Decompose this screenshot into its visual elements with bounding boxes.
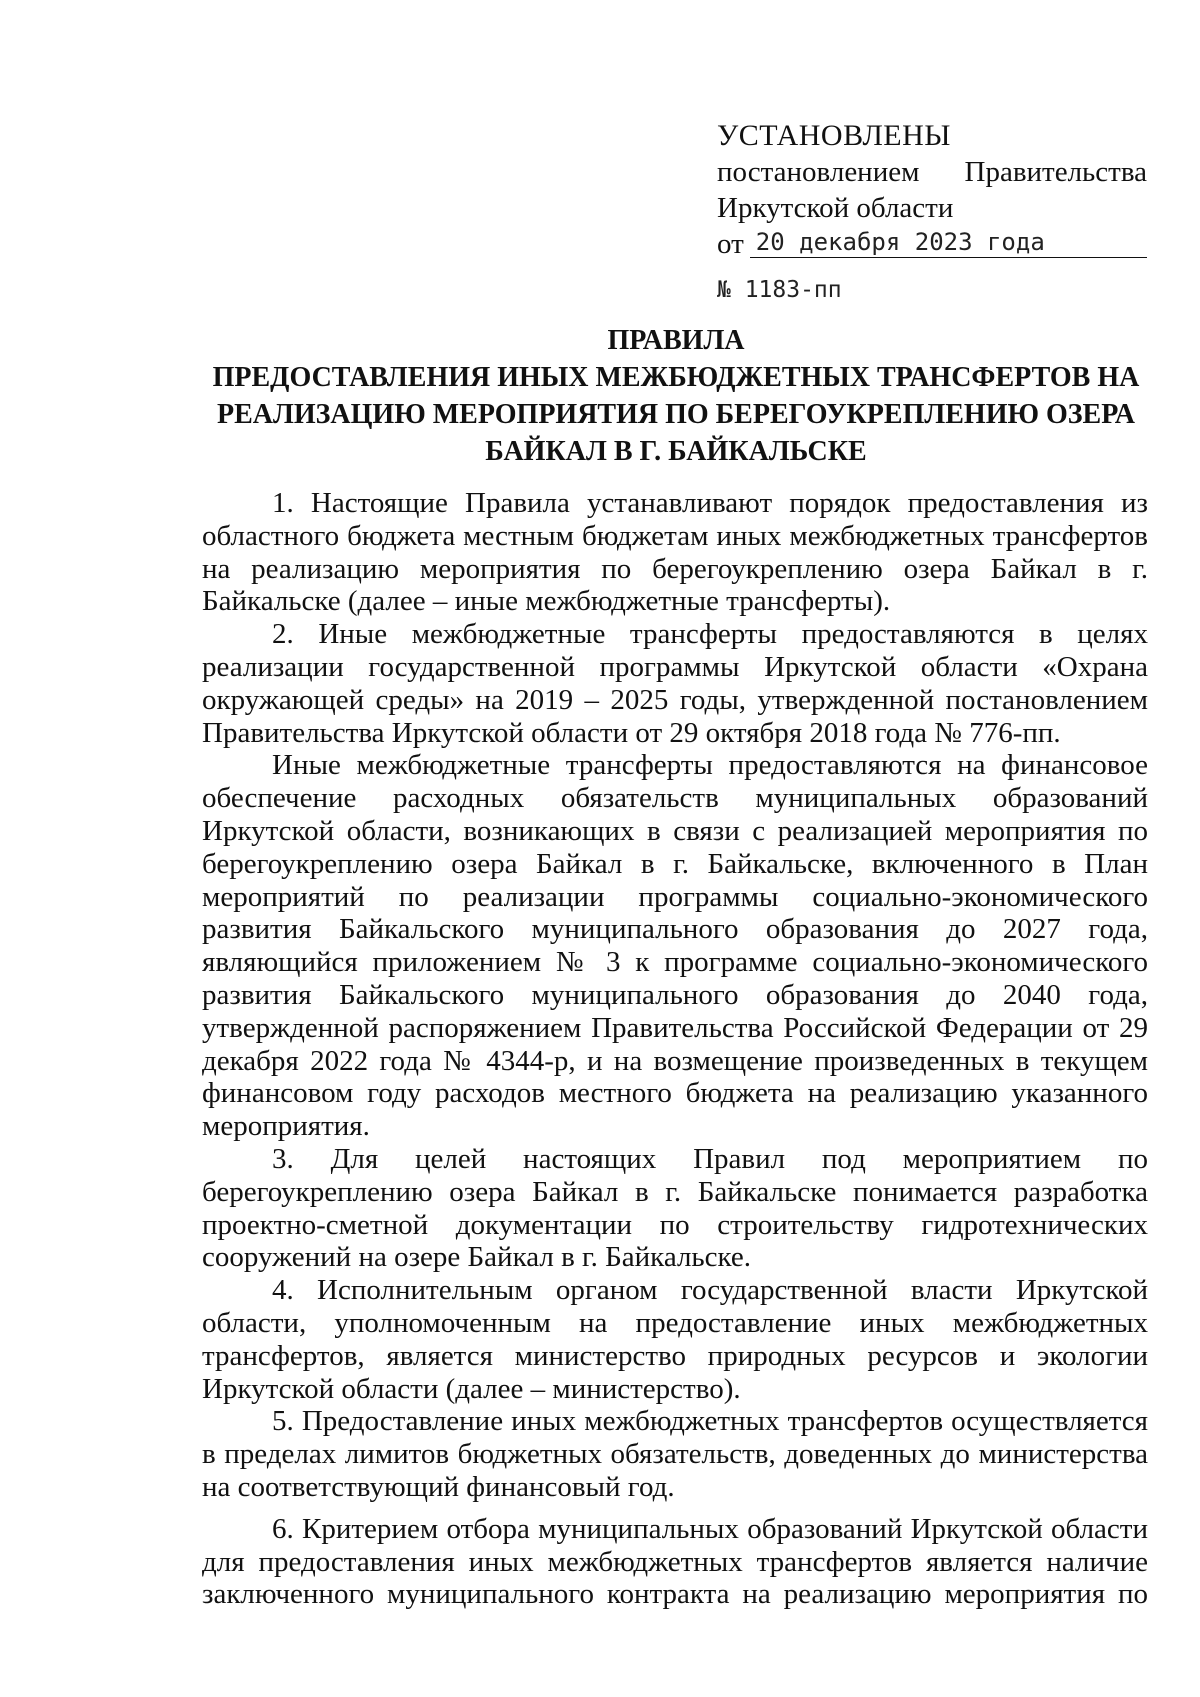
approval-line-1-right: Правительства: [964, 156, 1147, 188]
heading-subtitle-line: РЕАЛИЗАЦИЮ МЕРОПРИЯТИЯ ПО БЕРЕГОУКРЕПЛЕНИЮ ОЗЕРА: [217, 399, 1135, 430]
paragraph-1: 1. Настоящие Правила устанавливают порядок предоставления из областного бюджета местным бюджетам иных межбюджетных трансфертов на реализацию мероприятия по берегоукреплению озера Байкал в г. Байкальске (далее – иные межбюджетные трансферты).: [202, 487, 1148, 618]
paragraph-6: 6. Критерием отбора муниципальных образований Иркутской области для предоставления иных межбюджетных трансфертов является наличие заключенного муниципального контракта на реализацию мероприятия по: [202, 1512, 1148, 1611]
approval-date-value: 20 декабря 2023 года: [750, 227, 1147, 258]
paragraph-4: 4. Исполнительным органом государственной власти Иркутской области, уполномоченным на предоставление иных межбюджетных трансфертов, является министерство природных ресурсов и экологии Иркутской области (далее – министерство).: [202, 1274, 1148, 1405]
paragraph-2: 2. Иные межбюджетные трансферты предоставляются в целях реализации государственной программы Иркутской области «Охрана окружающей среды» на 2019 – 2025 годы, утвержденной постановлением Правительства Иркутской области от 29 октября 2018 года № 776-пп.: [202, 618, 1148, 749]
approval-number: № 1183-пп: [717, 277, 842, 303]
paragraph-3: 3. Для целей настоящих Правил под мероприятием по берегоукреплению озера Байкал в г. Байкальске понимается разработка проектно-сметной документации по строительству гидротехнических сооружений на озере Байкал в г. Байкальске.: [202, 1142, 1148, 1274]
approval-date-row: [717, 226, 1147, 262]
heading-subtitle-line: ПРЕДОСТАВЛЕНИЯ ИНЫХ МЕЖБЮДЖЕТНЫХ ТРАНСФЕРТОВ НА: [212, 362, 1140, 393]
document-heading: [196, 322, 1156, 470]
approval-line-1: [717, 154, 1147, 190]
approval-date-prefix: от: [717, 228, 744, 260]
paragraph-5: 5. Предоставление иных межбюджетных трансфертов осуществляется в пределах лимитов бюджетных обязательств, доведенных до министерства на соответствующий финансовый год.: [202, 1405, 1148, 1503]
heading-title: ПРАВИЛА: [607, 325, 745, 356]
approval-title: УСТАНОВЛЕНЫ: [717, 119, 951, 152]
document-body: [202, 487, 1148, 1611]
approval-line-2: Иркутской области: [717, 192, 954, 224]
paragraph-2-continued: Иные межбюджетные трансферты предоставляются на финансовое обеспечение расходных обязательств муниципальных образований Иркутской области, возникающих в связи с реализацией мероприятия по берегоукреплению озера Байкал в г. Байкальске, включенного в План мероприятий по реализации программы социально-экономического развития Байкальского муниципального образования до 2027 года, являющийся приложением № 3 к программе социально-экономического развития Байкальского муниципального образования до 2040 года, утвержденной распоряжением Правительства Российской Федерации от 29 декабря 2022 года № 4344-р, и на возмещение произведенных в текущем финансовом году расходов местного бюджета на реализацию указанного мероприятия.: [202, 749, 1148, 1143]
approval-line-1-left: постановлением: [717, 156, 920, 188]
approval-block: [717, 118, 1147, 308]
heading-subtitle-line: БАЙКАЛ В Г. БАЙКАЛЬСКЕ: [485, 436, 867, 467]
